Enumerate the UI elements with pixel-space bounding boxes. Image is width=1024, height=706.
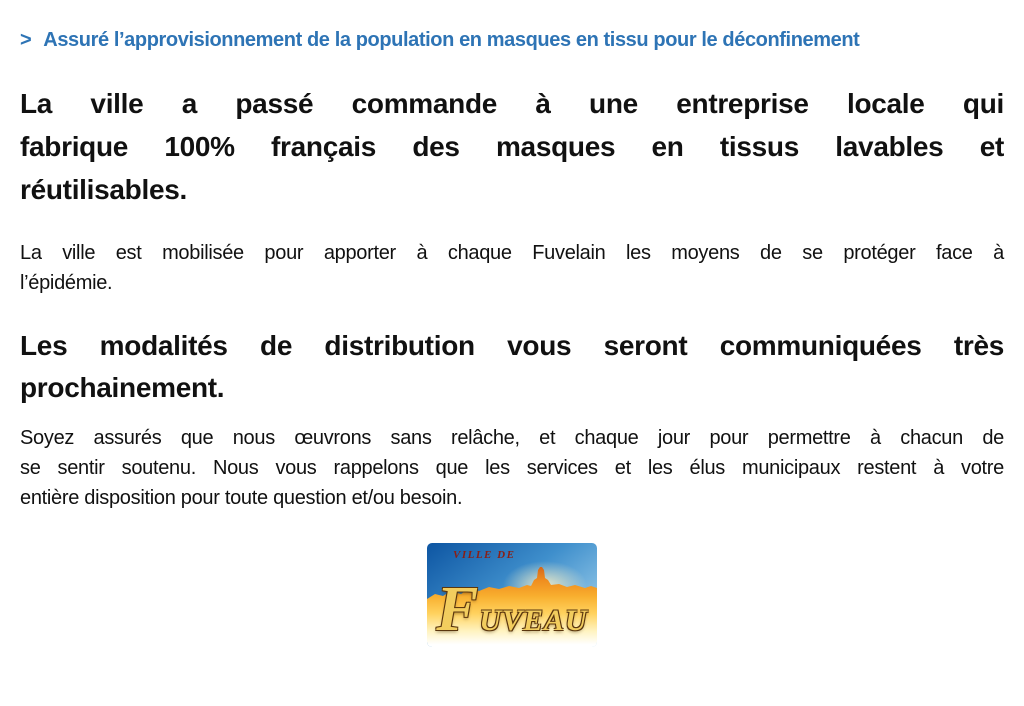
text-line: La ville est mobilisée pour apporter à chaque Fuvelain les moyens de se protéger face à (20, 242, 1004, 264)
text-line: réutilisables. (20, 174, 187, 205)
text-line: fabrique 100% français des masques en tissus lavables et (20, 131, 1004, 162)
logo-city-name: FUVEAU (436, 574, 588, 644)
section-heading (20, 28, 1004, 52)
heading-text: Assuré l’approvisionnement de la population en masques en tissu pour le déconfinement (43, 29, 860, 51)
text-line: prochainement. (20, 372, 225, 403)
paragraph-distribution (20, 325, 1004, 409)
fuveau-logo (427, 543, 597, 647)
paragraph-reassurance (20, 423, 1004, 513)
logo-topline: VILLE DE (453, 549, 516, 561)
text-line: se sentir soutenu. Nous vous rappelons que les services et les élus municipaux restent à votre (20, 457, 1004, 479)
text-line: Les modalités de distribution vous seront communiquées très (20, 330, 1004, 361)
paragraph-mobilisation (20, 238, 1004, 298)
text-line: entière disposition pour toute question et/ou besoin. (20, 487, 463, 509)
heading-chevron: > (20, 29, 32, 51)
text-line: La ville a passé commande à une entreprise locale qui (20, 88, 1004, 119)
text-line: l’épidémie. (20, 272, 113, 294)
paragraph-commande (20, 82, 1004, 211)
text-line: Soyez assurés que nous œuvrons sans relâche, et chaque jour pour permettre à chacun de (20, 427, 1004, 449)
